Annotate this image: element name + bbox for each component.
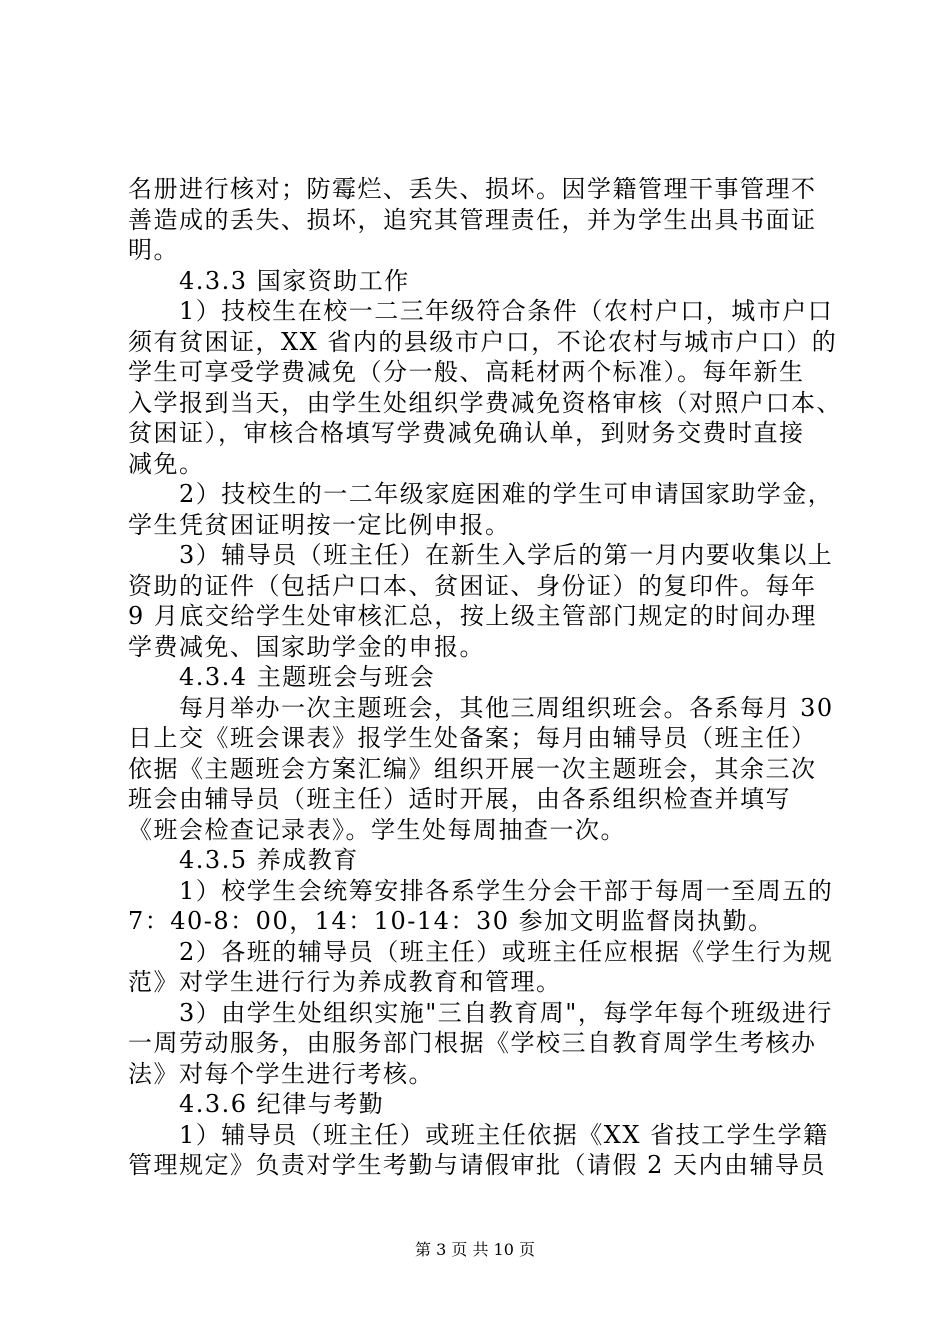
section-heading: 4.3.3 国家资助工作 — [128, 266, 410, 295]
text-line: 须有贫困证，XX 省内的县级市户口，不论农村与城市户口）的 — [128, 327, 838, 356]
text-line: 日上交《班会课表》报学生处备案；每月由辅导员（班主任） — [128, 724, 817, 752]
text-line: 学生可享受学费减免（分一般、高耗材两个标准）。每年新生 — [128, 358, 805, 386]
text-line: 减免。 — [128, 449, 205, 478]
section-heading: 4.3.4 主题班会与班会 — [128, 663, 436, 691]
text-line: 管理规定》负责对学生考勤与请假审批（请假 2 天内由辅导员 — [128, 1151, 827, 1179]
text-line: 1）校学生会统筹安排各系学生分会干部于每周一至周五的 — [128, 876, 834, 905]
text-line: 2）技校生的一二年级家庭困难的学生可申请国家助学金， — [128, 480, 834, 508]
text-line: 名册进行核对；防霉烂、丢失、损坏。因学籍管理干事管理不 — [128, 175, 817, 203]
text-line: 贫困证），审核合格填写学费减免确认单，到财务交费时直接 — [128, 419, 805, 447]
text-line: 善造成的丢失、损坏，追究其管理责任，并为学生出具书面证 — [128, 205, 817, 234]
text-line: 一周劳动服务，由服务部门根据《学校三自教育周学生考核办 — [128, 1029, 817, 1057]
section-heading: 4.3.6 纪律与考勤 — [128, 1090, 385, 1118]
text-line: 《班会检查记录表》。学生处每周抽查一次。 — [128, 815, 626, 844]
section-heading: 4.3.5 养成教育 — [128, 846, 359, 874]
text-line: 入学报到当天，由学生处组织学费减免资格审核（对照户口本、 — [128, 388, 842, 417]
text-line: 资助的证件（包括户口本、贫困证、身份证）的复印件。每年 — [128, 571, 817, 600]
text-line: 班会由辅导员（班主任）适时开展，由各系组织检查并填写 — [128, 785, 791, 813]
text-line: 2）各班的辅导员（班主任）或班主任应根据《学生行为规 — [128, 937, 834, 966]
text-line: 1）辅导员（班主任）或班主任依据《XX 省技工学生学籍 — [128, 1120, 829, 1149]
page-footer: 第 3 页 共 10 页 — [415, 1240, 535, 1259]
text-line: 1）技校生在校一二三年级符合条件（农村户口，城市户口 — [128, 297, 834, 325]
text-line: 学生凭贫困证明按一定比例申报。 — [128, 510, 511, 539]
text-line: 学费减免、国家助学金的申报。 — [128, 632, 485, 661]
text-line: 法》对每个学生进行考核。 — [128, 1059, 434, 1088]
text-line: 明。 — [128, 236, 179, 264]
text-line: 7：40-8：00，14：10-14：30 参加文明监督岗执勤。 — [128, 907, 774, 935]
text-line: 每月举办一次主题班会，其他三周组织班会。各系每月 30 — [128, 693, 834, 722]
text-line: 依据《主题班会方案汇编》组织开展一次主题班会，其余三次 — [128, 754, 817, 783]
text-line: 9 月底交给学生处审核汇总，按上级主管部门规定的时间办理 — [128, 602, 817, 630]
text-line: 3）辅导员（班主任）在新生入学后的第一月内要收集以上 — [128, 541, 834, 569]
text-line: 3）由学生处组织实施"三自教育周"，每学年每个班级进行 — [128, 998, 833, 1027]
text-line: 范》对学生进行行为养成教育和管理。 — [128, 968, 562, 996]
document-body — [128, 174, 840, 1181]
